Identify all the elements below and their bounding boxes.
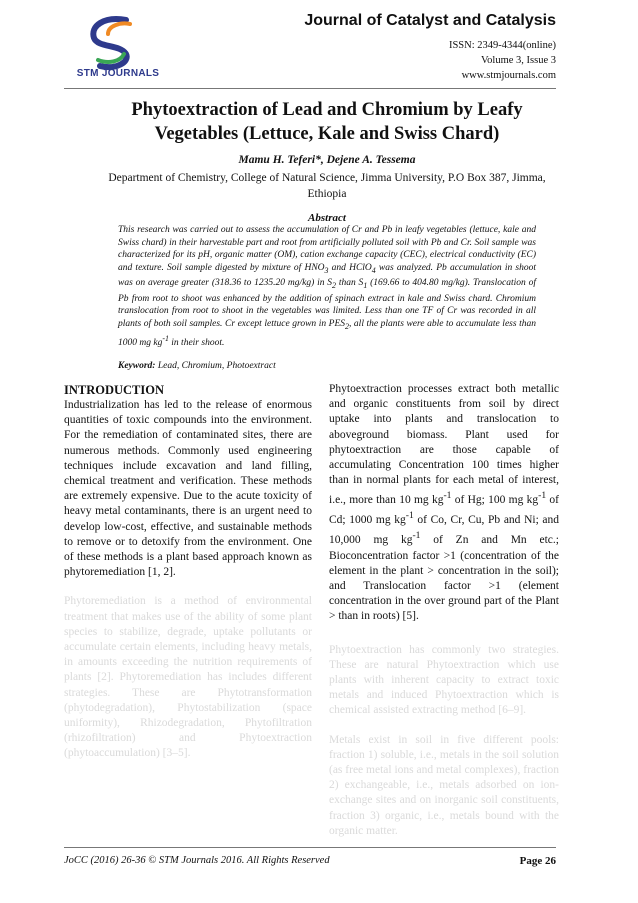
- affiliation: Department of Chemistry, College of Natural Science, Jimma University, P.O Box 387, Jimma, Ethiopia: [108, 172, 546, 200]
- intro-paragraph-1: Industrialization has led to the release of enormous quantities of toxic compounds into the environment. For the remediation of contaminated sites, there are numerous methods. Commonly used engineering techniques include excavation and land filling, chemical treatment and verification. These methods are extremely expensive. Due to the acute toxicity of heavy metal contaminants, there is an urgent need to develop low-cost, effective, and sustainable methods to remove or to detoxify from the environment. One of these methods is a plant based approach known as phytoremediation [1, 2].: [64, 399, 312, 579]
- logo-text: STM JOURNALS: [76, 68, 160, 79]
- journal-title: Journal of Catalyst and Catalysis: [304, 12, 556, 29]
- authors: Mamu H. Teferi*, Dejene A. Tessema: [238, 154, 416, 166]
- footer-divider: [64, 847, 556, 848]
- footer-citation: JoCC (2016) 26-36 © STM Journals 2016. All Rights Reserved: [64, 855, 330, 866]
- paper-title: Phytoextraction of Lead and Chromium by Leafy Vegetables (Lettuce, Kale and Swiss Chard): [131, 100, 523, 144]
- strategies-paragraph: Phytoextraction has commonly two strategies. These are natural Phytoextraction which use plants with inherent capacity to extract toxic metals and induced Phytoextraction which is chemical assisted extracting method [6–9].: [329, 643, 559, 717]
- metal-pools-paragraph: Metals exist in soil in five different pools: fraction 1) soluble, i.e., metals in the soil solution (as free metal ions and metal complexes), fraction 2) exchangeable, i.e., metals adsorbed on ion-exchange sites and on inorganic soil constituents, fraction 3) organic, i.e., metals bound with the organic matter.: [329, 733, 559, 837]
- keywords-label: Keyword:: [118, 361, 156, 371]
- left-column: [64, 382, 312, 762]
- abstract-heading: Abstract: [308, 212, 346, 224]
- phytoextraction-paragraph: Phytoextraction processes extract both metallic and organic constituents from soil by direct uptake into plants and translocation to aboveground biomass. Plant used for phytoextraction are those capable of accumulating Concentration 100 times higher than in normal plants for each metal of interest, i.e., more than 10 mg $kg^{-1}$ of Hg; 100 mg $kg^{-1}$ of Cd; 1000 mg $kg^{-1}$ of Co, Cr, Cu, Pb and Ni; and 10,000 mg $kg^{-1}$ of Zn and Mn etc.; Bioconcentration factor >1 (concentration of the element in the plant > concentration in the soil); and Translocation factor >1 (element concentration in the over ground part of the Plant > than in roots) [5].: [329, 383, 560, 623]
- intro-paragraph-2: Phytoremediation is a method of environmental treatment that makes use of the ability of some plant species to stabilize, degrade, uptake pollutants or accumulate certain elements, including heavy metals, in amounts exceeding the nutrition requirements of plants [2]. Phytoremediation has includes different strategies. These are Phytotransformation (phytodegradation), Phytostabilization (space uniformity), Rhizodegradation, Phytofiltration (rhizofiltration) and Phytoextraction (phytoaccumulation) [3–5].: [64, 595, 312, 760]
- abstract-text: This research was carried out to assess the accumulation of Cr and Pb in leafy vegetables (lettuce, kale and Swiss chard) in their harvestable part and root from artificially polluted soil with Pb and Cr. Soil sample was characterized for its pH, organic matter (OM), cation exchange capacity (CEC), electrical conductivity (EC) and texture. Soil sample digested by mixture of $HNO_3$ and HClO$_4$ was analyzed. Pb accumulation in shoot was on average greater (318.36 to 1235.20 mg/kg) in $S_2$ than $S_1$ (169.66 to 404.80 mg/kg). Translocation of Pb from root to shoot was enhanced by the addition of spinach extract in kale and Swiss chard. Chromium translocation from root to shoot in the vegetables was limited. Less than one TF of Cr was recorded in all plants of both soil samples. Cr except lettuce grown in $PES_2$, all the plants were able to accumulate less than 1000 mg $kg^{-1}$ in their shoot.: [118, 225, 537, 349]
- volume-issue: Volume 3, Issue 3: [480, 55, 556, 66]
- page-number: Page 26: [519, 855, 556, 867]
- journal-website: www.stmjournals.com: [461, 70, 556, 81]
- introduction-heading: INTRODUCTION: [64, 383, 165, 397]
- issn: ISSN: 2349-4344(online): [448, 40, 556, 51]
- keywords-list: Lead, Chromium, Photoextract: [155, 361, 276, 371]
- keywords: [118, 361, 276, 371]
- right-column: [329, 382, 559, 839]
- header-divider: [64, 88, 556, 89]
